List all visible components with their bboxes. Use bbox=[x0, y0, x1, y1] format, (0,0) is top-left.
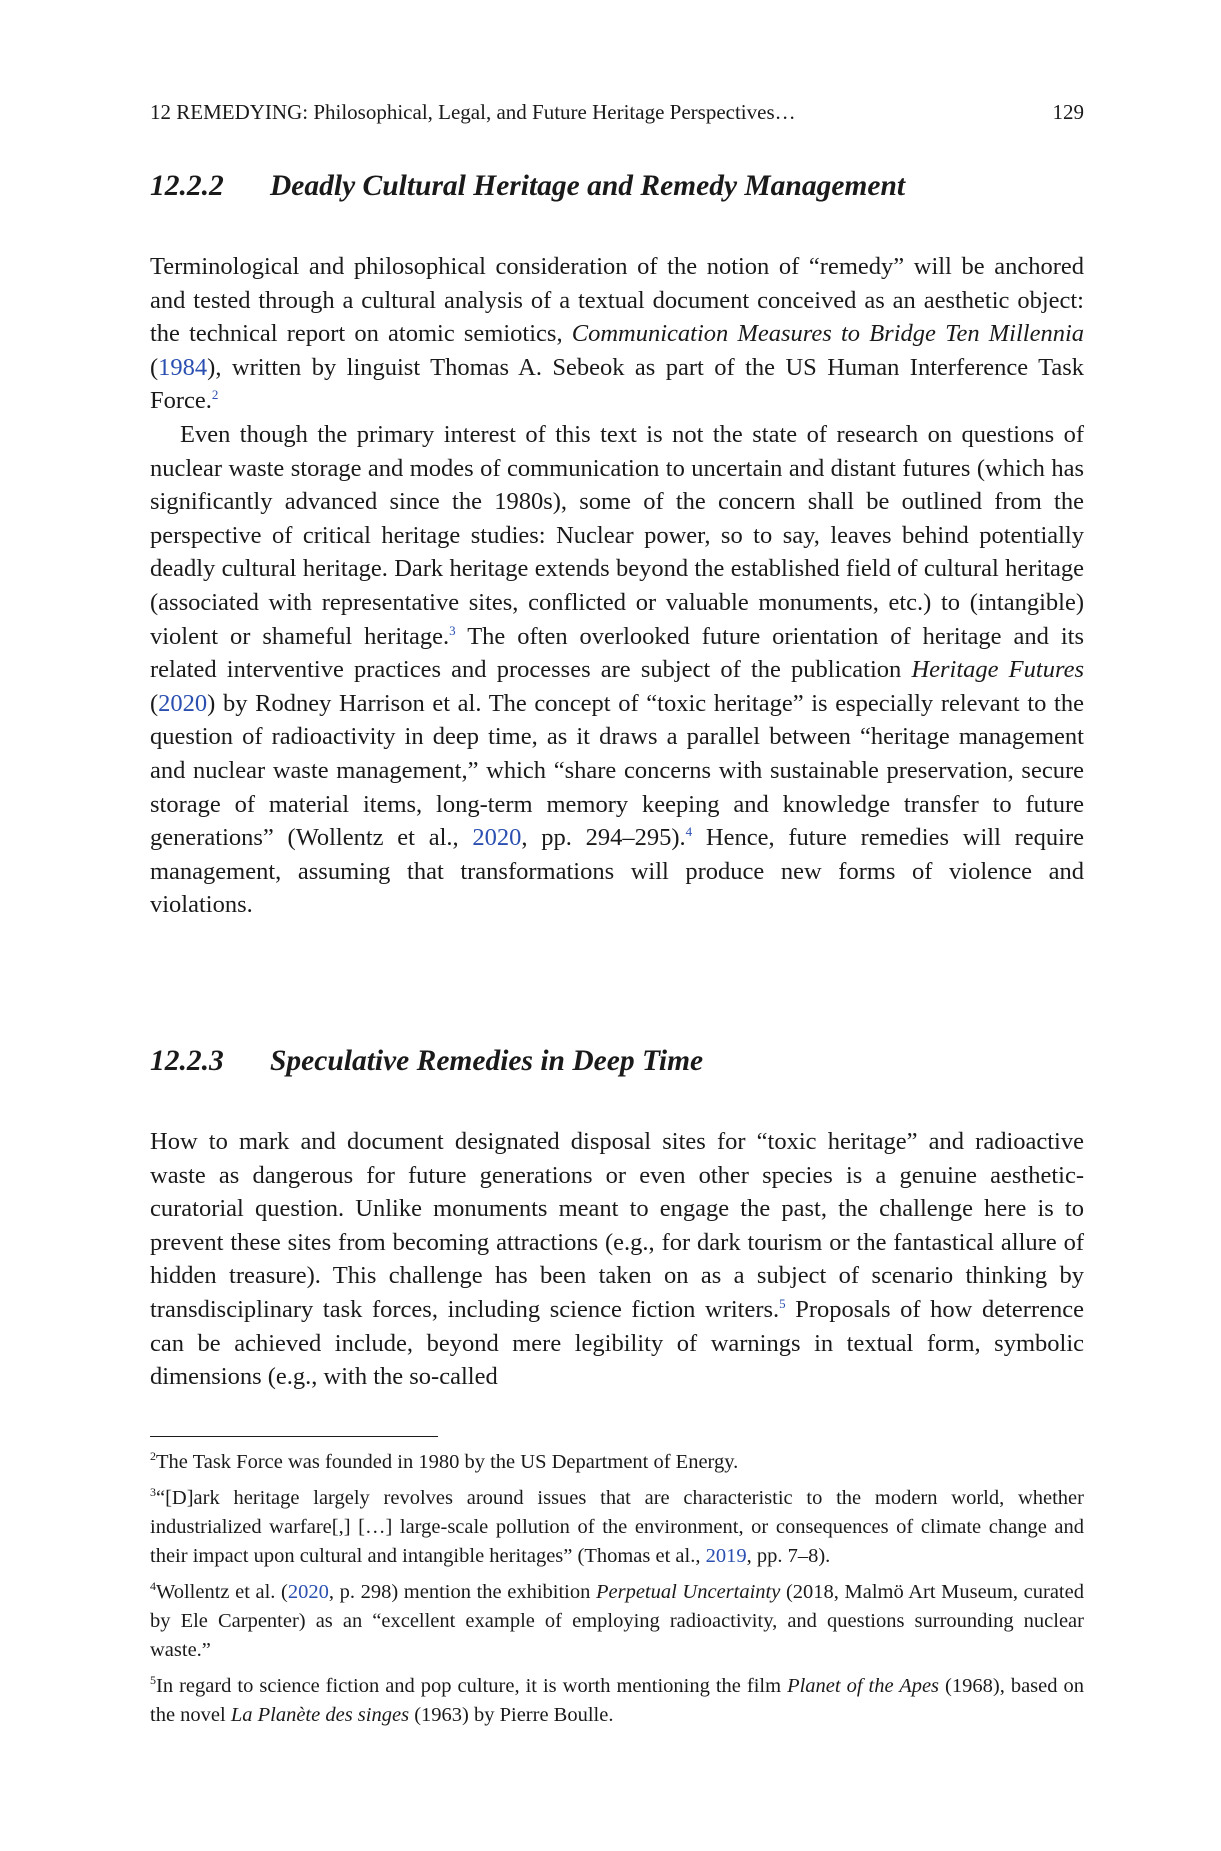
footnotes bbox=[150, 1448, 1084, 1737]
citation-link[interactable]: 2020 bbox=[472, 824, 522, 852]
section-number: 12.2.2 bbox=[150, 170, 224, 202]
text-run: The often overlooked future orientation of heritage and its related interventive practices and processes are subject of the publication bbox=[150, 622, 1084, 684]
footnote-mark: 3 bbox=[150, 1485, 156, 1500]
text-run: ), written by linguist Thomas A. Sebeok as part of the US Human Interference Task Force. bbox=[150, 353, 1084, 415]
citation-link[interactable]: 1984 bbox=[158, 353, 208, 381]
section-number: 12.2.3 bbox=[150, 1045, 224, 1077]
text-run: ( bbox=[150, 689, 159, 717]
running-head bbox=[150, 98, 1084, 126]
page-number: 129 bbox=[1052, 100, 1084, 124]
text-run: Even though the primary interest of this text is not the state of research on questions of nuclear waste storage and modes of communication to uncertain and distant futures (which has significantly advanced since the 1980s), some of the concern shall be outlined from the perspective of critical heritage studies: Nuclear power, so to say, leaves behind potentially deadly cultural heritage. Dark heritage extends beyond the established field of cultural heritage (associated with representative sites, conflicted or valuable monuments, etc.) to (intangible) violent or shameful heritage. bbox=[150, 420, 1084, 650]
paragraph bbox=[150, 1125, 1084, 1394]
footnote-text: , pp. 7–8). bbox=[746, 1545, 831, 1567]
report-title: Communication Measures to Bridge Ten Millennia bbox=[571, 320, 1085, 348]
text-run: , pp. 294–295). bbox=[521, 824, 686, 852]
paragraph bbox=[150, 418, 1084, 922]
film-title: Planet of the Apes bbox=[787, 1675, 940, 1697]
publication-title: Heritage Futures bbox=[911, 656, 1084, 684]
footnote-ref-4[interactable]: 4 bbox=[685, 823, 693, 839]
section-title: Speculative Remedies in Deep Time bbox=[270, 1045, 704, 1077]
section-body-12-2-3 bbox=[150, 1125, 1084, 1394]
footnote-text: The Task Force was founded in 1980 by the US Department of Energy. bbox=[156, 1451, 739, 1473]
footnote-text: “[D]ark heritage largely revolves around issues that are characteristic to the modern world, whether industrialized warfare[,] […] large-scale pollution of the environment, or consequences of climate change and their impact upon cultural and intangible heritages” (Thomas et al., bbox=[150, 1487, 1084, 1567]
footnote-text: (1968), based on the novel bbox=[150, 1675, 1084, 1726]
citation-link[interactable]: 2020 bbox=[287, 1581, 329, 1603]
text-run: Terminological and philosophical consideration of the notion of “remedy” will be anchored and tested through a cultural analysis of a textual document conceived as an aesthetic object: the technical report on atomic semiotics, bbox=[150, 253, 1084, 348]
footnote-2 bbox=[150, 1448, 1084, 1477]
paragraph bbox=[150, 250, 1084, 418]
footnote-5 bbox=[150, 1672, 1084, 1730]
footnote-text: , p. 298) mention the exhibition bbox=[328, 1581, 596, 1603]
footnote-mark: 5 bbox=[150, 1673, 156, 1688]
citation-link[interactable]: 2019 bbox=[705, 1545, 747, 1567]
novel-title: La Planète des singes bbox=[230, 1704, 410, 1726]
footnote-text: In regard to science fiction and pop culture, it is worth mentioning the film bbox=[156, 1675, 788, 1697]
running-head-title: 12 REMEDYING: Philosophical, Legal, and Future Heritage Perspectives… bbox=[150, 100, 796, 124]
footnote-mark: 2 bbox=[150, 1449, 156, 1464]
exhibition-title: Perpetual Uncertainty bbox=[595, 1581, 781, 1603]
section-heading-12-2-2 bbox=[150, 168, 1100, 204]
text-run: ) by Rodney Harrison et al. The concept of “toxic heritage” is especially relevant to the question of radioactivity in deep time, as it draws a parallel between “heritage management and nuclear waste management,” which “share concerns with sustainable preservation, secure storage of material items, long-term memory keeping and knowledge transfer to future generations” (Wollentz et al., bbox=[150, 689, 1084, 852]
text-run: How to mark and document designated disposal sites for “toxic heritage” and radioactive waste as dangerous for future generations or even other species is a genuine aesthetic-curatorial question. Unlike monuments meant to engage the past, the challenge here is to prevent these sites from becoming attractions (e.g., for dark tourism or the fantastical allure of hidden treasure). This challenge has been taken on as a subject of scenario thinking by transdisciplinary task forces, including science fiction writers. bbox=[150, 1128, 1084, 1323]
footnote-ref-3[interactable]: 3 bbox=[449, 622, 456, 638]
citation-link[interactable]: 2020 bbox=[158, 689, 208, 717]
footnote-rule bbox=[150, 1436, 438, 1437]
footnote-text: (2018, Malmö Art Museum, curated by Ele Carpenter) as an “excellent example of employing radioactivity, and questions surrounding nuclear waste.” bbox=[150, 1581, 1084, 1661]
footnote-mark: 4 bbox=[150, 1579, 156, 1594]
footnote-4 bbox=[150, 1578, 1084, 1665]
section-heading-12-2-3 bbox=[150, 1043, 1100, 1079]
footnote-3 bbox=[150, 1484, 1084, 1571]
footnote-text: Wollentz et al. ( bbox=[156, 1581, 288, 1603]
footnote-ref-2[interactable]: 2 bbox=[211, 387, 219, 403]
text-run: Hence, future remedies will require management, assuming that transformations will produce new forms of violence and violations. bbox=[150, 824, 1084, 919]
footnote-ref-5[interactable]: 5 bbox=[779, 1295, 786, 1311]
text-run: Proposals of how deterrence can be achieved include, beyond mere legibility of warnings in textual form, symbolic dimensions (e.g., with the so-called bbox=[150, 1295, 1084, 1391]
section-body-12-2-2 bbox=[150, 250, 1084, 922]
footnote-text: (1963) by Pierre Boulle. bbox=[409, 1704, 614, 1726]
section-title: Deadly Cultural Heritage and Remedy Management bbox=[270, 170, 906, 202]
text-run: ( bbox=[150, 353, 159, 381]
